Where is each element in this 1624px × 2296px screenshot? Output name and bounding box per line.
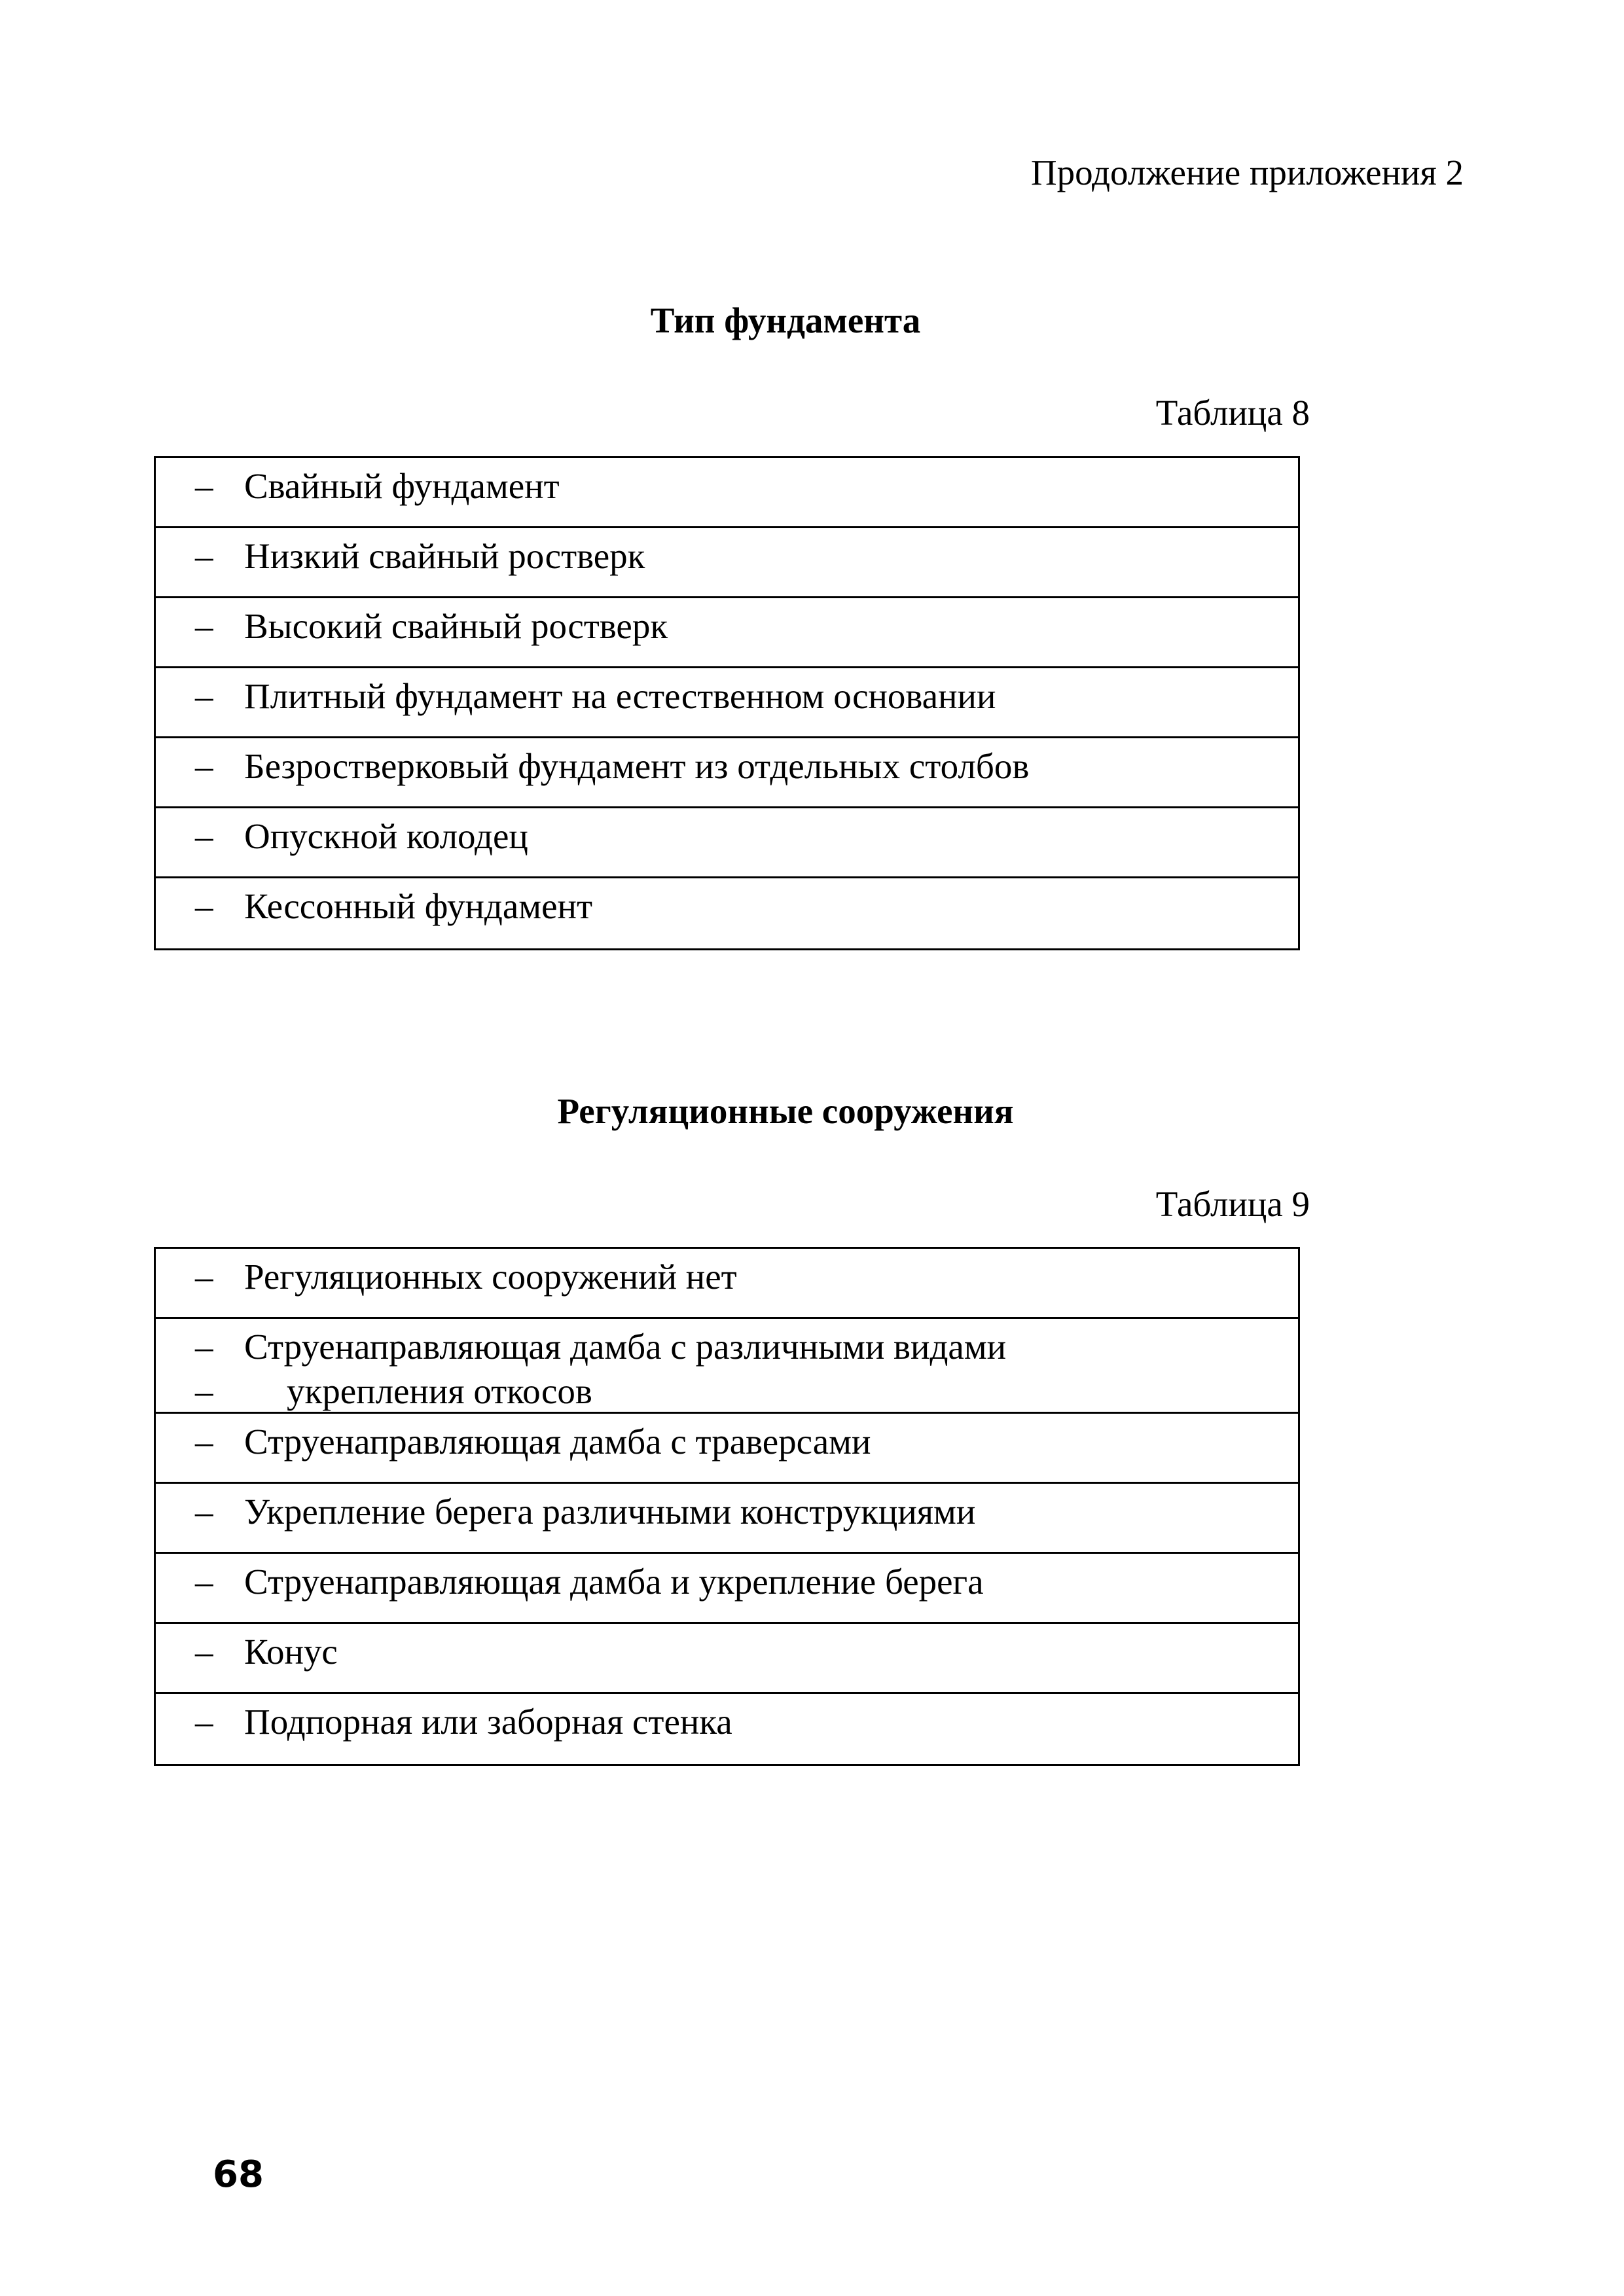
continuation-header: Продолжение приложения 2: [1030, 152, 1464, 192]
dash-marker: –: [195, 886, 213, 926]
page-number: 68: [213, 2153, 264, 2196]
table-row: [156, 1414, 1298, 1484]
table8: [154, 456, 1300, 950]
dash-marker: –: [195, 816, 213, 856]
dash-marker: –: [195, 1492, 213, 1532]
table8-title: Тип фундамента: [650, 300, 921, 340]
row-text: Струенаправляющая дамба и укрепление берега: [244, 1562, 984, 1602]
table9-title: Регуляционные сооружения: [557, 1091, 1014, 1131]
table-row: [156, 738, 1298, 808]
dash-marker: –: [195, 606, 213, 646]
table-row: [156, 808, 1298, 878]
row-text: Кессонный фундамент: [244, 886, 592, 926]
row-text: Укрепление берега различными конструкциями: [244, 1492, 976, 1532]
table-row: [156, 1249, 1298, 1319]
dash-marker: –: [195, 676, 213, 716]
table9-label: Таблица 9: [1155, 1184, 1310, 1224]
row-text-continuation: укрепления откосов: [287, 1371, 592, 1411]
row-text: Струенаправляющая дамба с траверсами: [244, 1422, 871, 1462]
table-row: [156, 1319, 1298, 1414]
row-text: Подпорная или заборная стенка: [244, 1702, 732, 1742]
row-text: Свайный фундамент: [244, 466, 560, 506]
dash-marker: –: [195, 746, 213, 786]
row-text: Опускной колодец: [244, 816, 528, 856]
dash-marker: –: [195, 1371, 213, 1411]
table-row: [156, 1484, 1298, 1554]
dash-marker: –: [195, 1632, 213, 1672]
row-text: Конус: [244, 1632, 338, 1672]
row-text: Струенаправляющая дамба с различными видами: [244, 1327, 1007, 1367]
table9: [154, 1247, 1300, 1766]
dash-marker: –: [195, 466, 213, 506]
dash-marker: –: [195, 536, 213, 576]
dash-marker: –: [195, 1422, 213, 1462]
row-text: Плитный фундамент на естественном основании: [244, 676, 996, 716]
dash-marker: –: [195, 1327, 213, 1367]
table-row: [156, 528, 1298, 598]
row-text: Низкий свайный ростверк: [244, 536, 645, 576]
table-row: [156, 1624, 1298, 1694]
table-row: [156, 1554, 1298, 1624]
row-text: Регуляционных сооружений нет: [244, 1257, 737, 1297]
table-row: [156, 1694, 1298, 1764]
table-row: [156, 668, 1298, 738]
dash-marker: –: [195, 1702, 213, 1742]
table-row: [156, 878, 1298, 948]
table8-label: Таблица 8: [1155, 393, 1310, 433]
row-text: Безростверковый фундамент из отдельных столбов: [244, 746, 1030, 786]
dash-marker: –: [195, 1257, 213, 1297]
dash-marker: –: [195, 1562, 213, 1602]
table-row: [156, 598, 1298, 668]
table-row: [156, 458, 1298, 528]
row-text: Высокий свайный ростверк: [244, 606, 668, 646]
